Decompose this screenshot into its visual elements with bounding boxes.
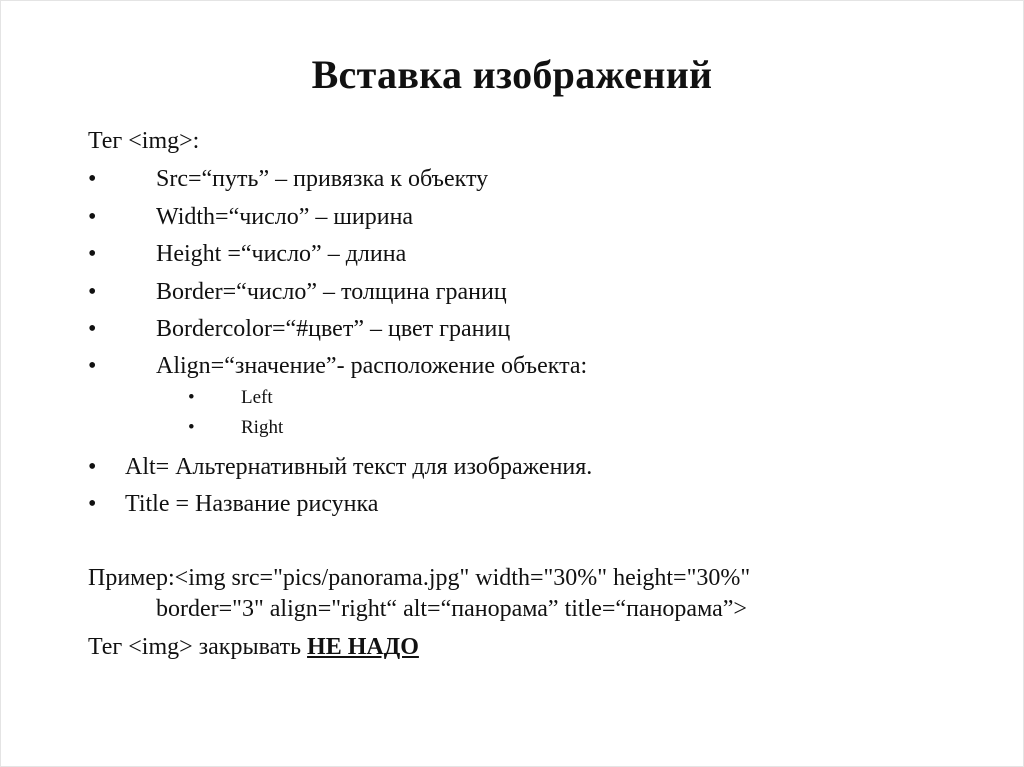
list-item-align: Align=“значение”- расположение объекта: [156,353,588,379]
closing-text: Тег <img> закрывать [88,634,308,660]
list-item-src: Src=“путь” – привязка к объекту [156,166,489,192]
closing-emphasis: НЕ НАДО [307,634,419,660]
list-item-border: Border=“число” – толщина границ [156,279,507,305]
bullet-icon: • [88,279,97,305]
list-item-height: Height =“число” – длина [156,241,407,267]
list-item-title: Title = Название рисунка [125,491,379,517]
list-item-bordercolor: Bordercolor=“#цвет” – цвет границ [156,316,511,342]
bullet-icon: • [88,454,97,480]
closing-note [88,633,419,661]
intro-text: Тег <img>: [88,128,200,154]
bullet-icon: • [88,204,97,230]
sub-bullet-icon: • [188,417,195,438]
slide-title: Вставка изображений [311,52,713,97]
bullet-icon: • [88,353,97,379]
bullet-icon: • [88,491,97,517]
sub-item-right: Right [241,417,284,438]
bullet-icon: • [88,316,97,342]
bullet-icon: • [88,241,97,267]
list-item-alt: Alt= Альтернативный текст для изображения. [125,454,593,480]
example-line-2: border="3" align="right“ alt=“панорама” title=“панорама”> [156,596,747,622]
sub-item-left: Left [241,387,273,408]
list-item-width: Width=“число” – ширина [156,204,414,230]
sub-bullet-icon: • [188,387,195,408]
bullet-icon: • [88,166,97,192]
example-line-1: Пример:<img src="pics/panorama.jpg" width="30%" height="30%" [88,565,751,591]
